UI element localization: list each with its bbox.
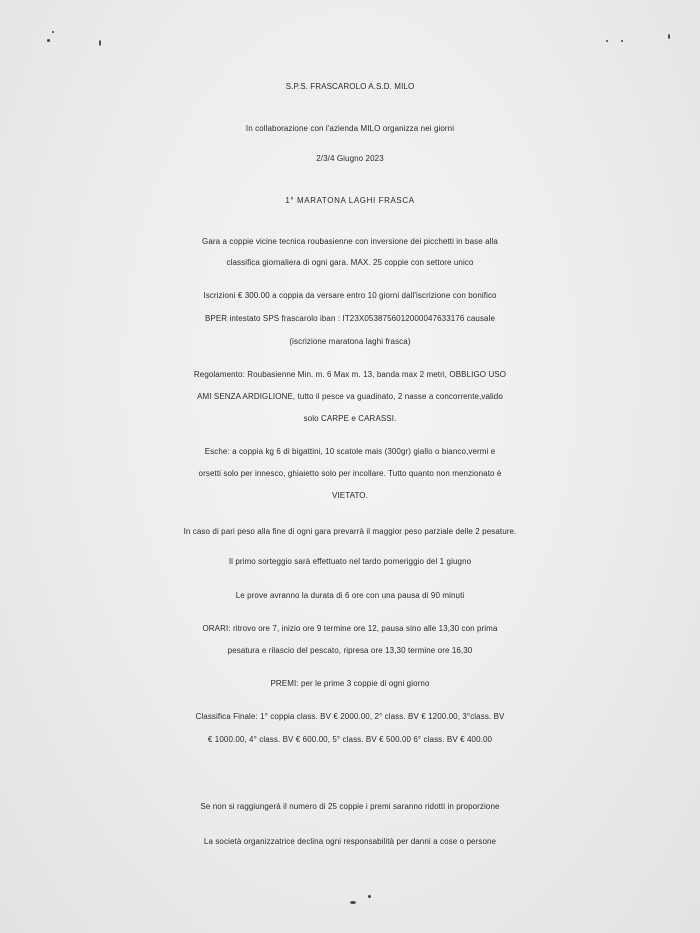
event-title: 1° MARATONA LAGHI FRASCA [285,196,415,205]
paper-speck [99,40,101,46]
durata-text: Le prove avranno la durata di 6 ore con una pausa di 90 minuti [235,591,465,600]
esche-text: orsetti solo per innesco, ghiaietto solo per incollare. Tutto quanto non menzionato è [198,469,502,478]
paper-speck [668,34,670,39]
responsabilita-text: La società organizzatrice declina ogni responsabilità per danni a cose o persone [203,837,497,846]
regolamento-text: AMI SENZA ARDIGLIONE, tutto il pesce va guadinato, 2 nasse a concorrente,valido [197,392,503,401]
paper-speck [47,39,50,42]
esche-text: VIETATO. [332,491,368,500]
classifica-text: Classifica Finale: 1° coppia class. BV € 2000.00, 2° class. BV € 1200.00, 3°class. BV [195,712,505,721]
premi-text: PREMI: per le prime 3 coppie di ogni giorno [270,679,430,688]
riduzione-text: Se non si raggiungerà il numero di 25 coppie i premi saranno ridotti in proporzione [200,802,500,811]
sorteggio-text: Il primo sorteggio sarà effettuato nel tardo pomeriggio del 1 giugno [228,557,472,566]
org-header: S.P.S. FRASCAROLO A.S.D. MILO [285,82,415,91]
event-dates: 2/3/4 Giugno 2023 [316,154,384,163]
orari-text: pesatura e rilascio del pescato, ripresa ore 13,30 termine ore 16,30 [227,646,473,655]
gara-text: classifica giornaliera di ogni gara. MAX. 25 coppie con settore unico [226,258,474,267]
intro-line: In collaborazione con l'azienda MILO organizza nei giorni [245,124,455,133]
orari-text: ORARI: ritrovo ore 7, inizio ore 9 termine ore 12, pausa sino alle 13,30 con prima [202,624,498,633]
esche-text: Esche: a coppia kg 6 di bigattini, 10 scatole mais (300gr) giallo o bianco,vermi e [204,447,496,456]
regolamento-text: solo CARPE e CARASSI. [303,414,397,423]
regolamento-text: Regolamento: Roubasienne Min. m. 6 Max m. 13, banda max 2 metri, OBBLIGO USO [193,370,507,379]
paper-speck [52,31,54,33]
pari-peso-text: In caso di pari peso alla fine di ogni gara prevarrà il maggior peso parziale delle 2 pesature. [183,527,517,536]
iscrizioni-text: (iscrizione maratona laghi frasca) [289,337,411,346]
iscrizioni-text: Iscrizioni € 300.00 a coppia da versare entro 10 giorni dall'iscrizione con bonifico [203,291,497,300]
paper-speck [368,895,371,898]
iscrizioni-text: BPER intestato SPS frascarolo iban : IT23X0538756012000047633176 causale [204,314,496,323]
paper-speck [621,40,623,42]
gara-text: Gara a coppie vicine tecnica roubasienne con inversione dei picchetti in base alla [202,237,498,246]
paper-speck [606,40,608,42]
paper-speck [350,901,356,904]
classifica-text: € 1000.00, 4° class. BV € 600.00, 5° class. BV € 500.00 6° class. BV € 400.00 [207,735,493,744]
